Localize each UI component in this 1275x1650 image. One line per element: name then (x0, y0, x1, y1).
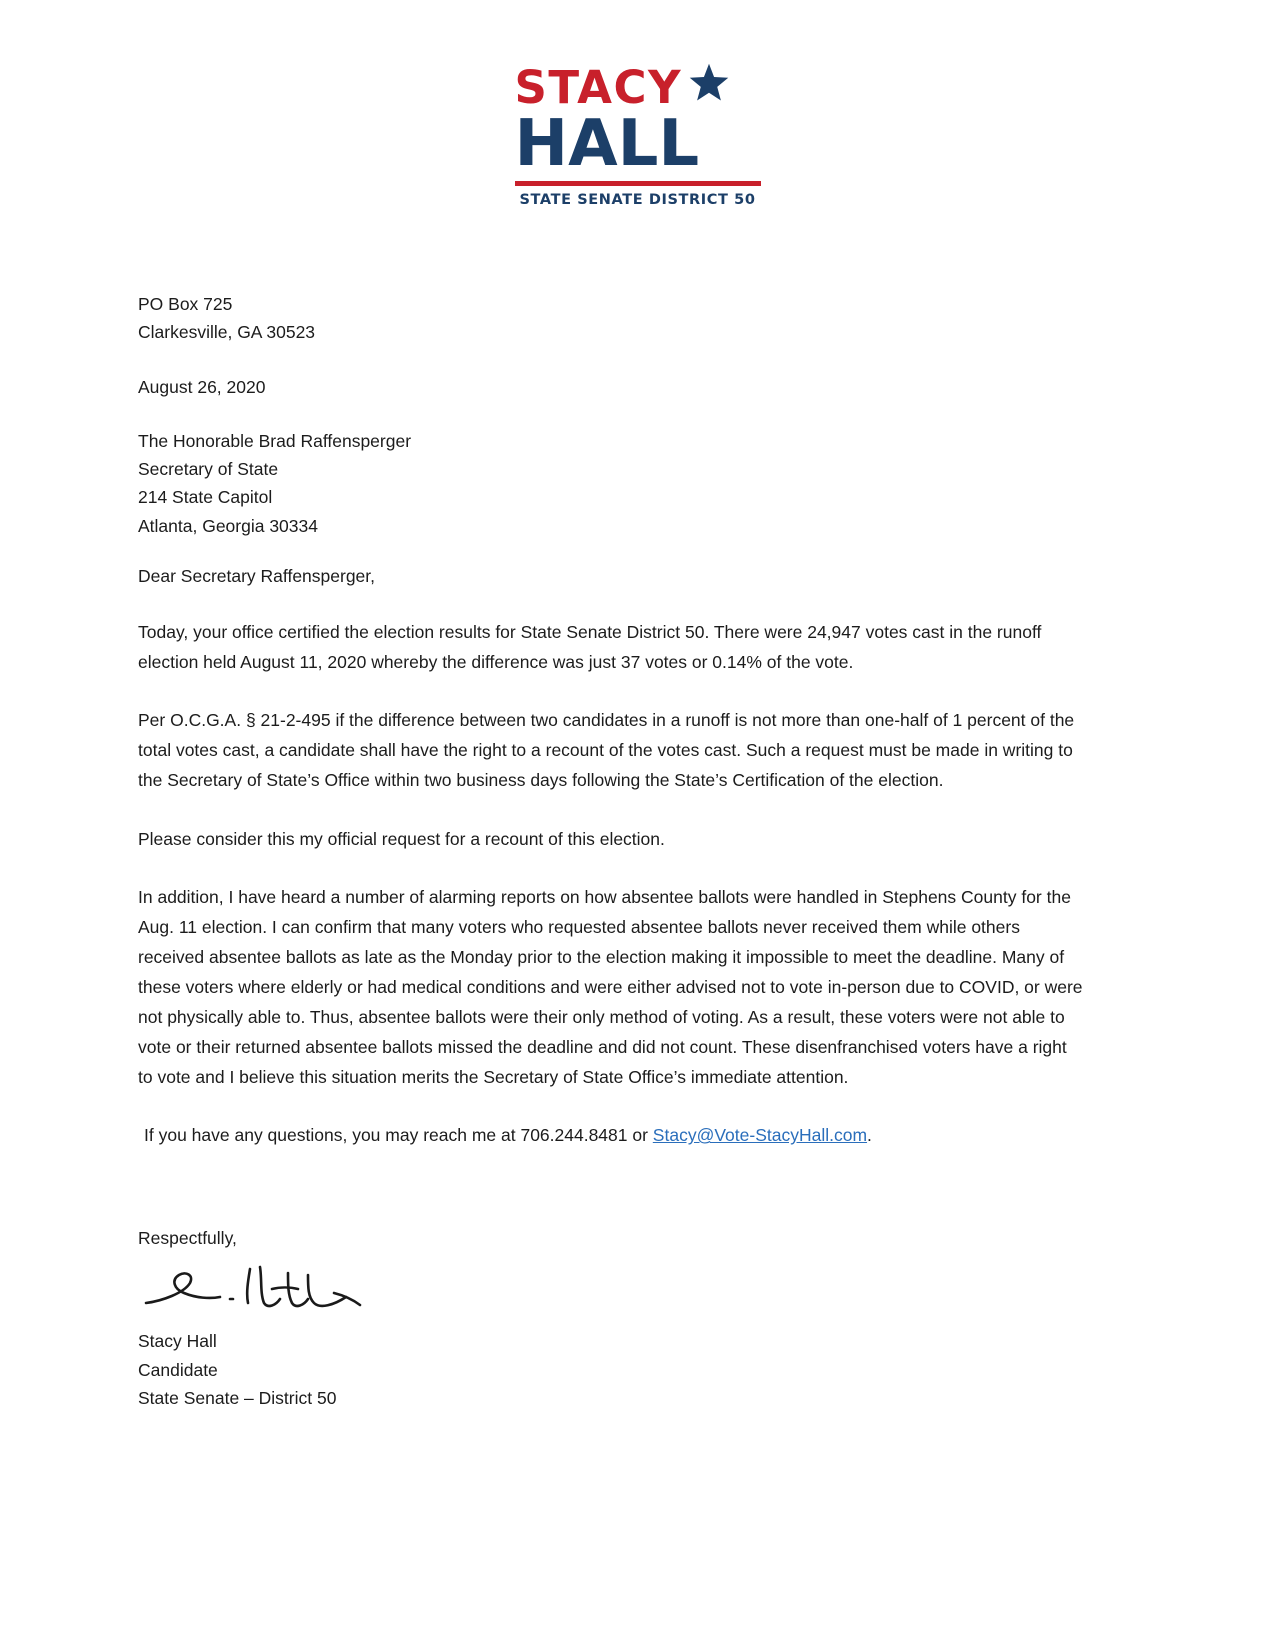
return-address-line-1: PO Box 725 (138, 294, 233, 314)
email-link[interactable]: Stacy@Vote-StacyHall.com (652, 1125, 868, 1146)
recipient-line-4: Atlanta, Georgia 30334 (138, 515, 318, 536)
letter-date: August 26, 2020 (138, 376, 266, 397)
signer-office: State Senate – District 50 (138, 1388, 337, 1409)
logo-divider (515, 181, 761, 186)
logo-tagline: STATE SENATE DISTRICT 50 (519, 191, 756, 208)
campaign-logo (515, 62, 761, 208)
recipient-line-3: 214 State Capitol (138, 487, 273, 508)
recipient-line-1: The Honorable Brad Raffensperger (138, 430, 412, 451)
paragraph-contact (138, 1120, 1083, 1150)
signature-block (138, 1228, 1083, 1412)
closing-respectfully: Respectfully, (138, 1228, 237, 1249)
recipient-line-2: Secretary of State (138, 459, 279, 480)
paragraph-statute: Per O.C.G.A. § 21-2-495 if the difference between two candidates in a runoff is not more than one-half of 1 percent of the total votes cast, a candidate shall have the right to a recount of the votes cast. Such a request must be made in writing to the Secretary of State’s Office within two business days following the State’s Certification of the election. (138, 710, 1075, 791)
signer-details (138, 1327, 1083, 1412)
star-icon (688, 62, 730, 109)
contact-prefix: If you have any questions, you may reach me at 706.244.8481 or (144, 1125, 653, 1146)
salutation: Dear Secretary Raffensperger, (138, 566, 376, 587)
signer-role: Candidate (138, 1359, 218, 1380)
letter-body (138, 290, 1083, 1412)
letterhead (0, 0, 1275, 208)
signer-name: Stacy Hall (138, 1331, 217, 1352)
logo-last-name: HALL (514, 107, 700, 181)
return-address-line-2: Clarkesville, GA 30523 (138, 322, 316, 343)
paragraph-recount-request: Please consider this my official request for a recount of this election. (138, 828, 665, 849)
recipient-address (138, 427, 1083, 540)
logo-first-name: STACY (514, 60, 683, 114)
paragraph-certification: Today, your office certified the election results for State Senate District 50. There were 24,947 votes cast in the runoff election held August 11, 2020 whereby the difference was just 37 votes or 0.14% of the vote. (138, 622, 1042, 673)
contact-suffix: . (867, 1125, 872, 1146)
handwritten-signature-icon (138, 1259, 368, 1321)
return-address (138, 290, 1083, 347)
logo-top-row (515, 62, 761, 112)
paragraph-absentee-ballots: In addition, I have heard a number of alarming reports on how absentee ballots were handled in Stephens County for the Aug. 11 election. I can confirm that many voters who requested absentee ballots never received them while others received absentee ballots as late as the Monday prior to the election making it impossible to meet the deadline. Many of these voters where elderly or had medical conditions and were either advised not to vote in-person due to COVID, or were not physically able to. Thus, absentee ballots were their only method of voting. As a result, these voters were not able to vote or their returned absentee ballots missed the deadline and did not count. These disenfranchised voters have a right to vote and I believe this situation merits the Secretary of State Office’s immediate attention. (138, 886, 1083, 1088)
